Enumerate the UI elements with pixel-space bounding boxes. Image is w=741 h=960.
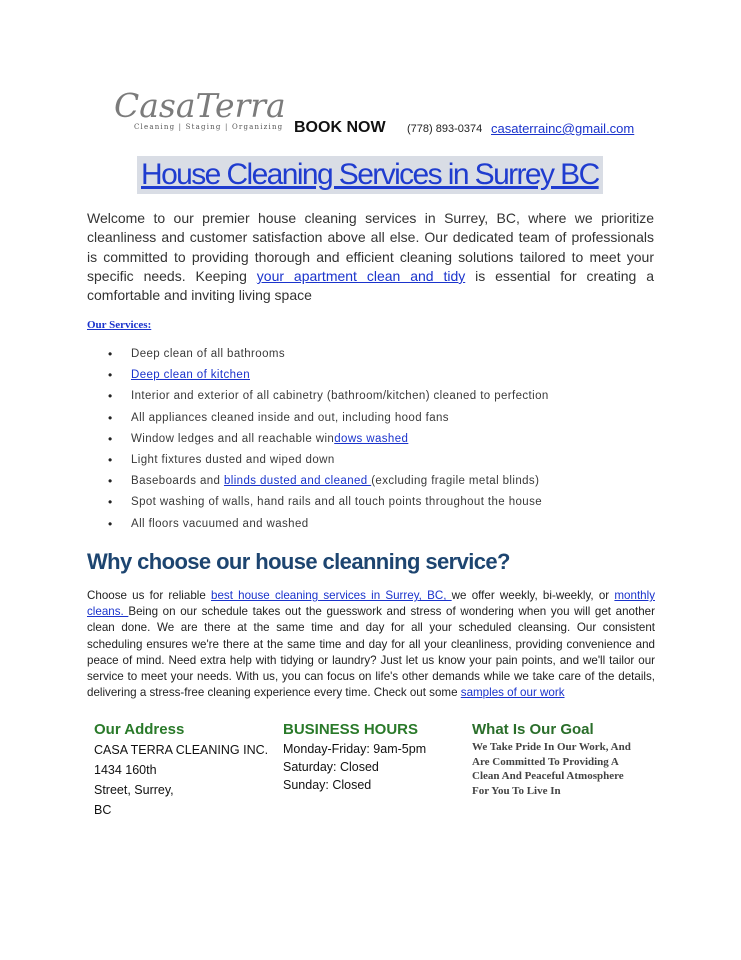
windows-washed-link[interactable]: dows washed	[334, 432, 409, 445]
blinds-cleaned-link[interactable]: blinds dusted and cleaned	[223, 475, 372, 488]
logo-name: CasaTerra	[114, 86, 286, 125]
email-link[interactable]: casaterrainc@gmail.com	[491, 121, 635, 136]
list-item	[108, 366, 668, 387]
goal-line: For You To Live In	[472, 784, 561, 797]
hours-line: Saturday: Closed	[283, 760, 379, 774]
goal-section	[472, 721, 647, 798]
goal-line: Clean And Peaceful Atmosphere	[472, 770, 624, 782]
service-text: Spot washing of walls, hand rails and all touch points throughout the house	[131, 496, 543, 509]
why-text-3: Being on our schedule takes out the guesswork and stress of wondering when you will get another clean done. We are there at the same time and day for all your scheduled cleansing. Our consistent scheduling ensures we're there at the same time and day for all your cleanliness, providing convenience and peace of mind. Need extra help with tidying or laundry? Just let us know your pain points, and we'll tailor our service to meet your needs. With us, you can focus on life's other demands while we take care of the details, delivering a stress-free cleaning experience every time. Check out some	[87, 605, 655, 700]
goal-line: Are Committed To Providing A	[472, 755, 619, 768]
list-item	[108, 430, 668, 451]
book-now-label: BOOK NOW	[294, 119, 386, 136]
why-paragraph	[87, 588, 655, 701]
address-line: Street, Surrey,	[94, 783, 174, 797]
kitchen-clean-link[interactable]: Deep clean of kitchen	[131, 369, 250, 382]
samples-of-work-link[interactable]: samples of our work	[460, 686, 565, 700]
list-item	[108, 493, 668, 514]
page-title[interactable]: House Cleaning Services in Surrey BC	[137, 156, 603, 194]
intro-text-before: Welcome to our premier house cleaning services in Surrey, BC, where we prioritize cleanliness and customer satisfaction above all else. Our dedicated team of professionals is committed to providing thorough and efficient cleaning solutions tailored to meet your specific needs. Keeping	[87, 210, 654, 284]
logo-tagline: Cleaning | Staging | Organizing	[134, 123, 284, 131]
why-text-2: we offer weekly, bi-weekly, or	[451, 589, 615, 602]
hours-section	[283, 721, 463, 794]
address-heading: Our Address	[94, 721, 185, 738]
service-text: Interior and exterior of all cabinetry (bathroom/kitchen) cleaned to perfection	[131, 390, 549, 403]
goal-heading: What Is Our Goal	[472, 721, 594, 738]
list-item	[108, 451, 668, 472]
service-text: Deep clean of all bathrooms	[131, 348, 285, 360]
list-item	[108, 409, 668, 430]
service-text-post: (excluding fragile metal blinds)	[371, 475, 540, 488]
phone-number: (778) 893-0374	[407, 123, 483, 135]
why-text-1: Choose us for reliable	[87, 589, 212, 602]
list-item	[108, 345, 668, 366]
address-line: 1434 160th	[94, 763, 157, 777]
services-heading[interactable]: Our Services:	[87, 319, 152, 331]
best-cleaning-link[interactable]: best house cleaning services in Surrey, BC,	[211, 589, 452, 602]
company-logo	[114, 86, 284, 136]
why-choose-heading: Why choose our house cleanning service?	[87, 549, 510, 574]
hours-line: Monday-Friday: 9am-5pm	[283, 742, 427, 756]
address-line: CASA TERRA CLEANING INC.	[94, 743, 269, 757]
address-section	[94, 721, 274, 820]
service-text: Baseboards and	[131, 475, 224, 488]
service-text: All appliances cleaned inside and out, including hood fans	[131, 411, 449, 424]
intro-paragraph	[87, 209, 654, 305]
service-text: Light fixtures dusted and wiped down	[131, 453, 335, 466]
goal-line: We Take Pride In Our Work, And	[472, 741, 631, 753]
list-item	[108, 472, 668, 493]
service-text: Window ledges and all reachable win	[131, 432, 335, 445]
service-text: All floors vacuumed and washed	[131, 517, 309, 530]
list-item	[108, 515, 668, 536]
list-item	[108, 387, 668, 408]
services-list	[108, 345, 668, 536]
hours-line: Sunday: Closed	[283, 778, 372, 792]
address-line: BC	[94, 803, 112, 817]
intro-text-after: is essential for creating a comfortable and inviting living space	[87, 267, 654, 304]
hours-heading: BUSINESS HOURS	[283, 721, 419, 738]
monthly-cleans-link[interactable]: monthly cleans.	[87, 589, 655, 619]
apartment-clean-link[interactable]: your apartment clean and tidy	[256, 267, 466, 284]
